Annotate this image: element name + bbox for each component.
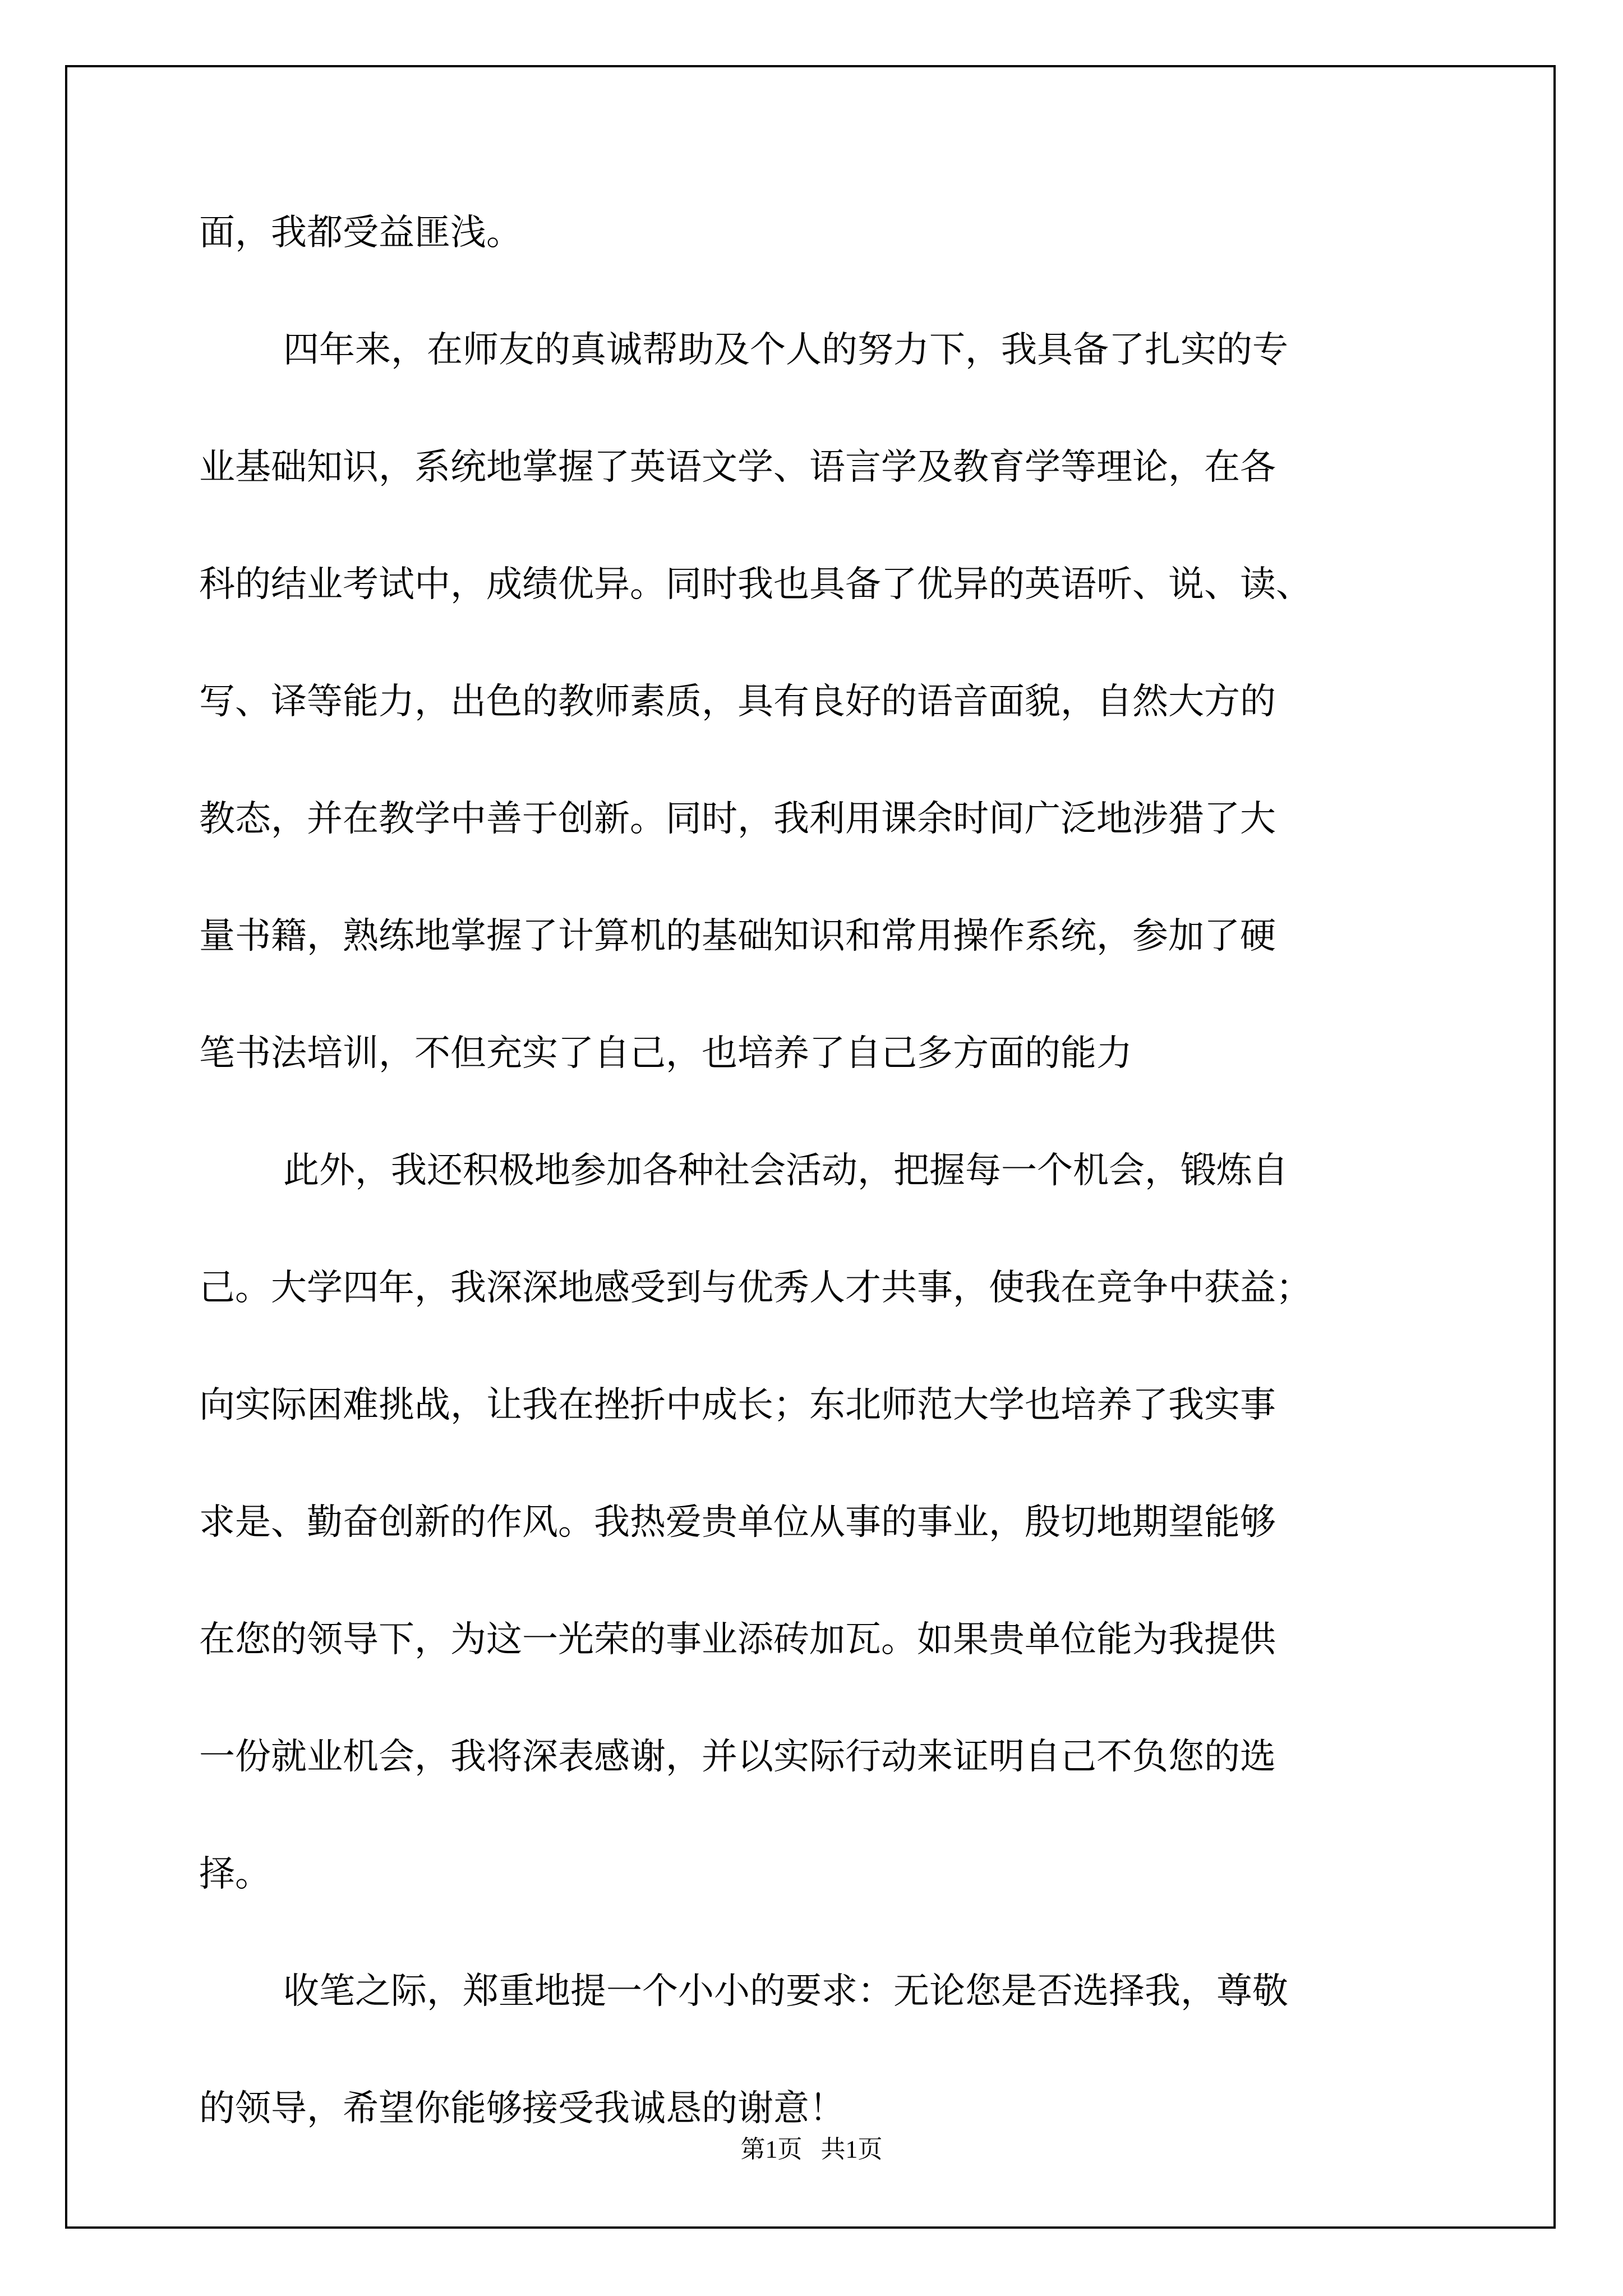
text-line: 科的结业考试中，成绩优异。同时我也具备了优异的英语听、说、读、 xyxy=(199,564,1312,605)
text-line: 业基础知识，系统地掌握了英语文学、语言学及教育学等理论，在各 xyxy=(199,447,1276,488)
text-line: 笔书法培训，不但充实了自己，也培养了自己多方面的能力 xyxy=(199,1033,1132,1074)
text-line: 量书籍，熟练地掌握了计算机的基础知识和常用操作系统，参加了硬 xyxy=(199,915,1276,957)
text-line: 向实际困难挑战，让我在挫折中成长；东北师范大学也培养了我实事 xyxy=(199,1384,1276,1426)
page-footer: 第1页 共1页 xyxy=(740,2136,883,2163)
text-line: 求是、勤奋创新的作风。我热爱贵单位从事的事业，殷切地期望能够 xyxy=(199,1502,1276,1543)
text-line: 面，我都受益匪浅。 xyxy=(199,212,522,254)
text-line: 四年来，在师友的真诚帮助及个人的努力下，我具备了扎实的专 xyxy=(283,329,1288,371)
text-line: 教态，并在教学中善于创新。同时，我利用课余时间广泛地涉猎了大 xyxy=(199,798,1276,840)
text-line: 己。大学四年，我深深地感受到与优秀人才共事，使我在竞争中获益； xyxy=(199,1267,1312,1309)
text-line: 择。 xyxy=(199,1853,271,1895)
text-line: 此外，我还积极地参加各种社会活动，把握每一个机会，锻炼自 xyxy=(283,1150,1288,1191)
text-line: 收笔之际，郑重地提一个小小的要求：无论您是否选择我，尊敬 xyxy=(283,1971,1288,2012)
text-line: 在您的领导下，为这一光荣的事业添砖加瓦。如果贵单位能为我提供 xyxy=(199,1619,1276,1660)
text-line: 写、译等能力，出色的教师素质，具有良好的语音面貌，自然大方的 xyxy=(199,681,1276,723)
text-line: 一份就业机会，我将深表感谢，并以实际行动来证明自己不负您的选 xyxy=(199,1736,1276,1778)
text-line: 的领导，希望你能够接受我诚恳的谢意！ xyxy=(199,2088,845,2129)
